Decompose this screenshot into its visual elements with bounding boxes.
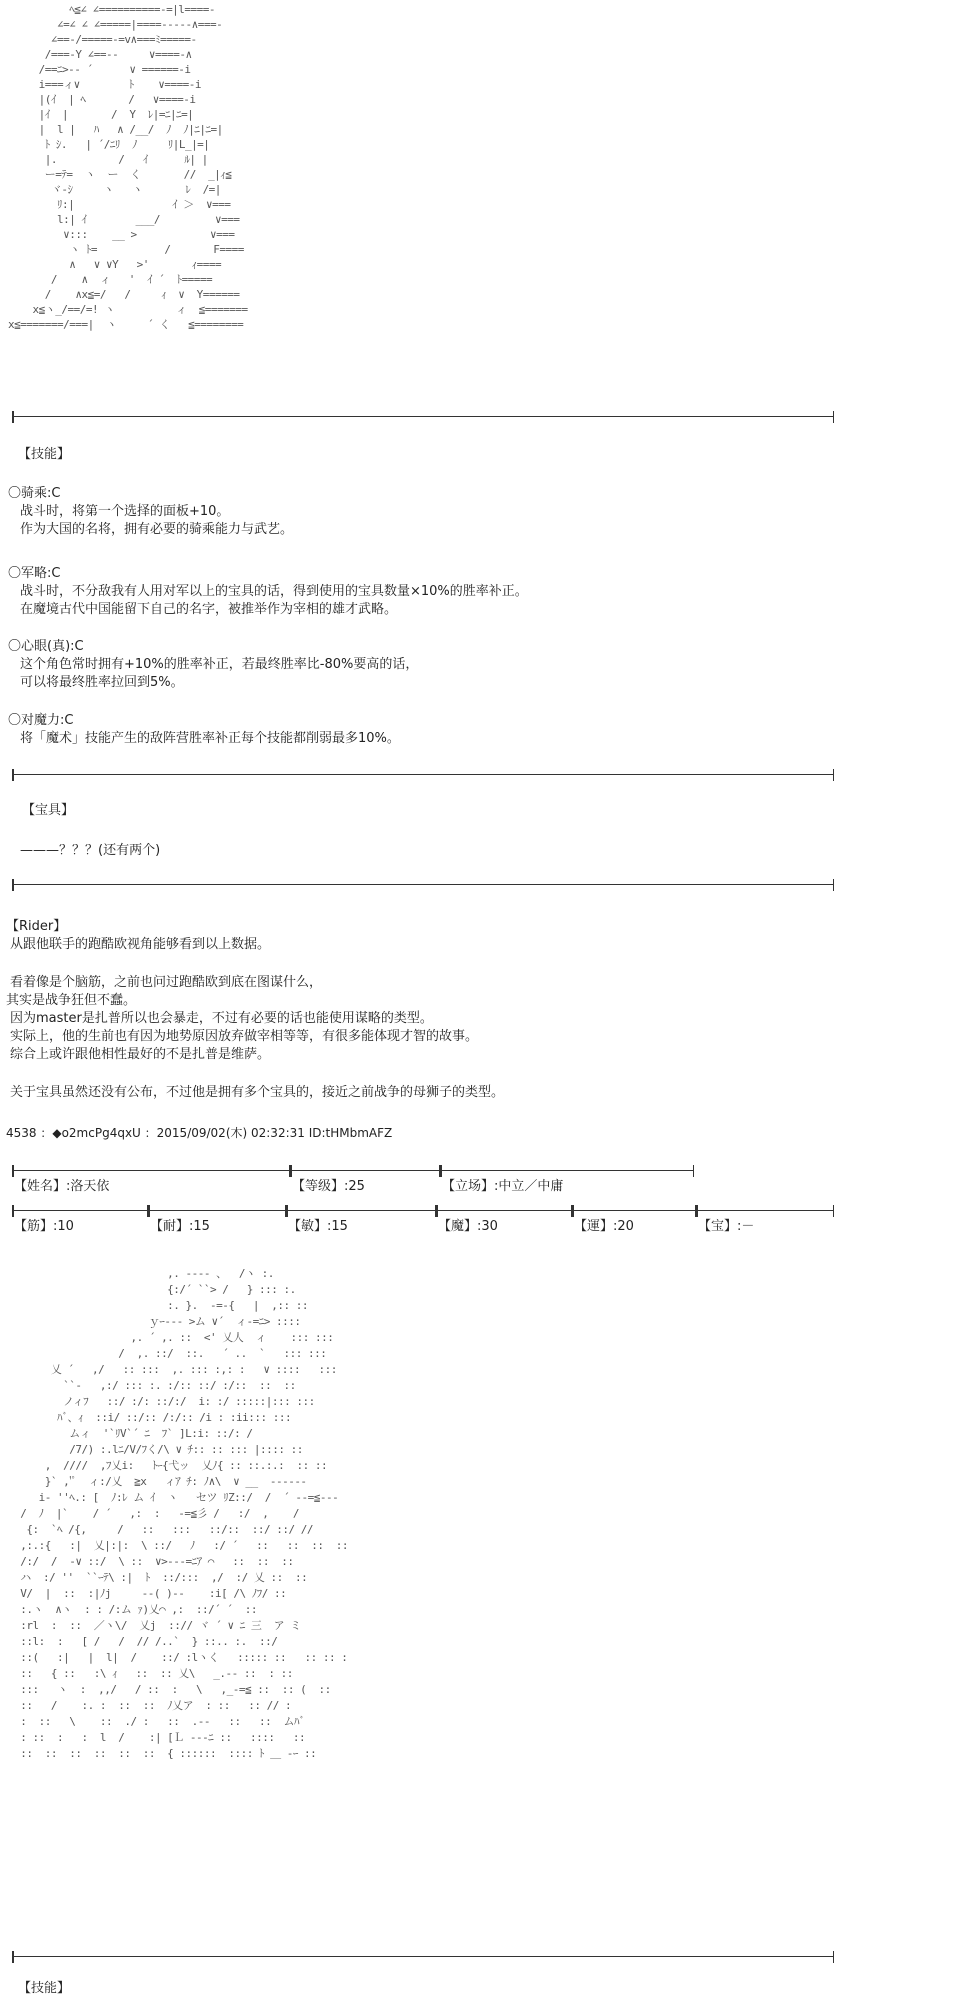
ascii-art-top: ﾍ≦∠ ∠==========-=|l====- ∠=∠ ∠ ∠=====|====-----∧===- ∠==-/=====-=v∧===ﾐ=====- /===-Y ∠==-- ∨====-∧ /==ﾆ>-- ´ ∨ ======-i i===ィ∨ ﾄ ∨====-i |(ｲ | ﾍ / ∨====-i |ｲ | / Y ﾚ|=ﾆ|ﾆ=| | l | ﾊ ∧ /__/ ﾉ ﾉ|ﾆ|ﾆ=| ﾄ ｼ. | ´/ﾆﾘ ﾉ ﾘ|L_|=| |. / ｲ ﾙ| | ー=ﾃ= ヽ ー く // _|ｨ≦ ヾ-ｼ ヽ ヽ ﾚ /=| ﾘ:| ｲ ＞ ∨=== l:| ｲ ___/ ∨=== ∨::: __ > ∨=== ヽ ﾄ= / F==== ∧ ∨ ∨Y >' ｨ==== / ∧ ィ ' ｲ ´ ﾄ===== / ∧x≦=/ / ｨ ∨ Y====== x≦ヽ_/==/=! ヽ ィ ≦======= x≦=======/===| ヽ ´ く ≦======== — [8, 3, 248, 331]
stat-luk-text: 【運】:20 — [574, 1219, 634, 1234]
skill-magic-resistance-line: 将「魔术」技能产生的敌阵营胜率补正每个技能都削弱最多10%。 — [20, 731, 400, 746]
skill-mind-eye-line: 这个角色常时拥有+10%的胜率补正，若最终胜率比-80%要高的话， — [20, 657, 419, 672]
rider-line: 看着像是个脑筋，之前也问过跑酷欧到底在图谋什么， — [10, 975, 323, 990]
stat-end — [148, 1210, 286, 1235]
divider-3 — [12, 884, 834, 885]
profile-name — [12, 1170, 290, 1195]
skill-strategy-name: 〇军略:C — [8, 566, 61, 581]
profile-level-text: 【等级】:25 — [292, 1179, 365, 1194]
profile-alignment — [440, 1170, 694, 1195]
skill-strategy-line: 战斗时，不分敌我有人用对军以上的宝具的话，得到使用的宝具数量×10%的胜率补正。 — [20, 584, 528, 599]
stat-mag — [436, 1210, 572, 1235]
profile-alignment-text: 【立场】:中立／中庸 — [442, 1179, 564, 1194]
skill-strategy-line: 在魔境古代中国能留下自己的名字，被推举作为宰相的雄才武略。 — [20, 602, 398, 617]
rider-line: 综合上或许跟他相性最好的不是扎普是维萨。 — [10, 1047, 271, 1062]
skill-riding-line: 战斗时，将第一个选择的面板+10。 — [20, 504, 230, 519]
profile-level — [290, 1170, 440, 1195]
ascii-art-bottom: ,. ---- 、 /ヽ :. {:/´ ``> / } ::: :. :. }. -=‐{ | ,:: :: ｙｰ--- >ム ∨´ ィ-=ﾆ> :::: ,. ´ ,. :: <' 乂人 ィ ::: ::: / ,. ::/ ::. ´ .. ` ::: ::: 乂 ´ ,/ :: ::: ,. ::: :,: : ∨ :::: ::: ``‐ ,:/ ::: :. :/:: ::/ :/:: :: :: ノィﾌ ::/ :/: ::/:/ i: :/ :::::|::: ::: ﾊﾞ、ｨ ::i/ ::/:: /:/:: /i : :ii::: ::: ムィ '`ﾘV`´ ﾆ ﾌ` ]L:i: ::/: / /7/) :.lﾆ/V/ﾌく/\ ∨ ﾁ:: :: ::: |:::: :: , //// ,ﾌ乂i: ﾄｰ{弋ッ 乂ﾉ{ :: ::.:.: :: :: }` ,'ﾟ ィ:/乂 ≧x ィｱ ﾁ: ﾉ∧\ ∨ __ ------ i- ''ﾍ.: [ ﾉ:ﾚ ム ｲ ヽ セツ ﾘZ::/ / ´ --=≦--- / ﾉ |` / ´ ,: : -=≦彡 / :/ , / {: `ﾍ /{, / :: ::: ::/:: ::/ ::/ // ,:.:{ :| 乂|:|: \ ::/ ﾉ :/ ´ :: :: :: :: /:/ / -∨ ::/ \ :: ∨>---=ﾆｱ ⌒ :: :: :: ハ :/ '' ``ｰﾃ\ :| ﾄ ::/::: ,/ :/ 乂 :: :: V/ | :: :|ﾉj --( )-- :i[ /\ ﾉﾌ/ :: :.ヽ ∧ヽ : : /:ム ｧ)乂⌒ ,: ::/´ ´ :: :rl : :: ／ヽ\/ 乂j ::// ヾ ´ ∨ ﾆ 三 ア ミ ::l: : [ / / // /..` } ::.. :. ::/ ::( :| | l| / ::/ :lヽく ::::: :: :: :: : :: { :: :\ ｨ :: :: 乂\ _.-- :: : :: ::: ヽ : ,,/ / :: : \ ,_-=≦ :: :: ( :: :: / :. : :: :: ﾉ乂ア : :: :: // : : :: \ :: ./ : :: .-- :: :: ムﾊﾞ : :: : : l / :| [Ｌ ---ﾆ :: :::: :: :: :: :: :: :: :: { :::::: :::: ﾄ ＿ -ｰ :: — [20, 1267, 348, 1760]
skill-riding-name: 〇骑乘:C — [8, 486, 61, 501]
skill-mind-eye-line: 可以将最终胜率拉回到5%。 — [20, 675, 184, 690]
skills-heading: 【技能】 — [18, 447, 71, 462]
rider-tag: 【Rider】 — [6, 919, 67, 934]
rider-line: 实际上，他的生前也有因为地势原因放弃做宰相等等，有很多能体现才智的故事。 — [10, 1029, 479, 1044]
stat-end-text: 【耐】:15 — [150, 1219, 210, 1234]
np-text: ———？？？(还有两个) — [20, 843, 161, 858]
divider-2 — [12, 774, 834, 775]
rider-line: 关于宝具虽然还没有公布，不过他是拥有多个宝具的，接近之前战争的母狮子的类型。 — [10, 1085, 505, 1100]
skill-magic-resistance-name: 〇对魔力:C — [8, 713, 74, 728]
divider-4 — [12, 1956, 834, 1957]
post-header: 4538 ：◆o2mcPg4qxU ：2015/09/02(木) 02:32:31 ID:tHMbmAFZ — [6, 1126, 393, 1140]
profile-name-text: 【姓名】:洛天依 — [14, 1179, 110, 1194]
skill-mind-eye-name: 〇心眼(真):C — [8, 639, 84, 654]
stat-agi — [286, 1210, 436, 1235]
rider-line: 其实是战争狂但不蠢。 — [6, 993, 137, 1008]
skill-riding-line: 作为大国的名将，拥有必要的骑乘能力与武艺。 — [20, 522, 294, 537]
np-heading: 【宝具】 — [22, 803, 75, 818]
stat-str — [12, 1210, 148, 1235]
skills-heading-2: 【技能】 — [18, 1981, 71, 1996]
rider-line: 从跟他联手的跑酷欧视角能够看到以上数据。 — [10, 937, 271, 952]
stat-agi-text: 【敏】:15 — [288, 1219, 348, 1234]
stat-str-text: 【筋】:10 — [14, 1219, 74, 1234]
stat-luk — [572, 1210, 696, 1235]
stat-mag-text: 【魔】:30 — [438, 1219, 498, 1234]
stat-np — [696, 1210, 834, 1235]
divider-1 — [12, 416, 834, 417]
stat-np-text: 【宝】:－ — [698, 1219, 755, 1234]
rider-line: 因为master是扎普所以也会暴走，不过有必要的话也能使用谋略的类型。 — [10, 1011, 433, 1026]
